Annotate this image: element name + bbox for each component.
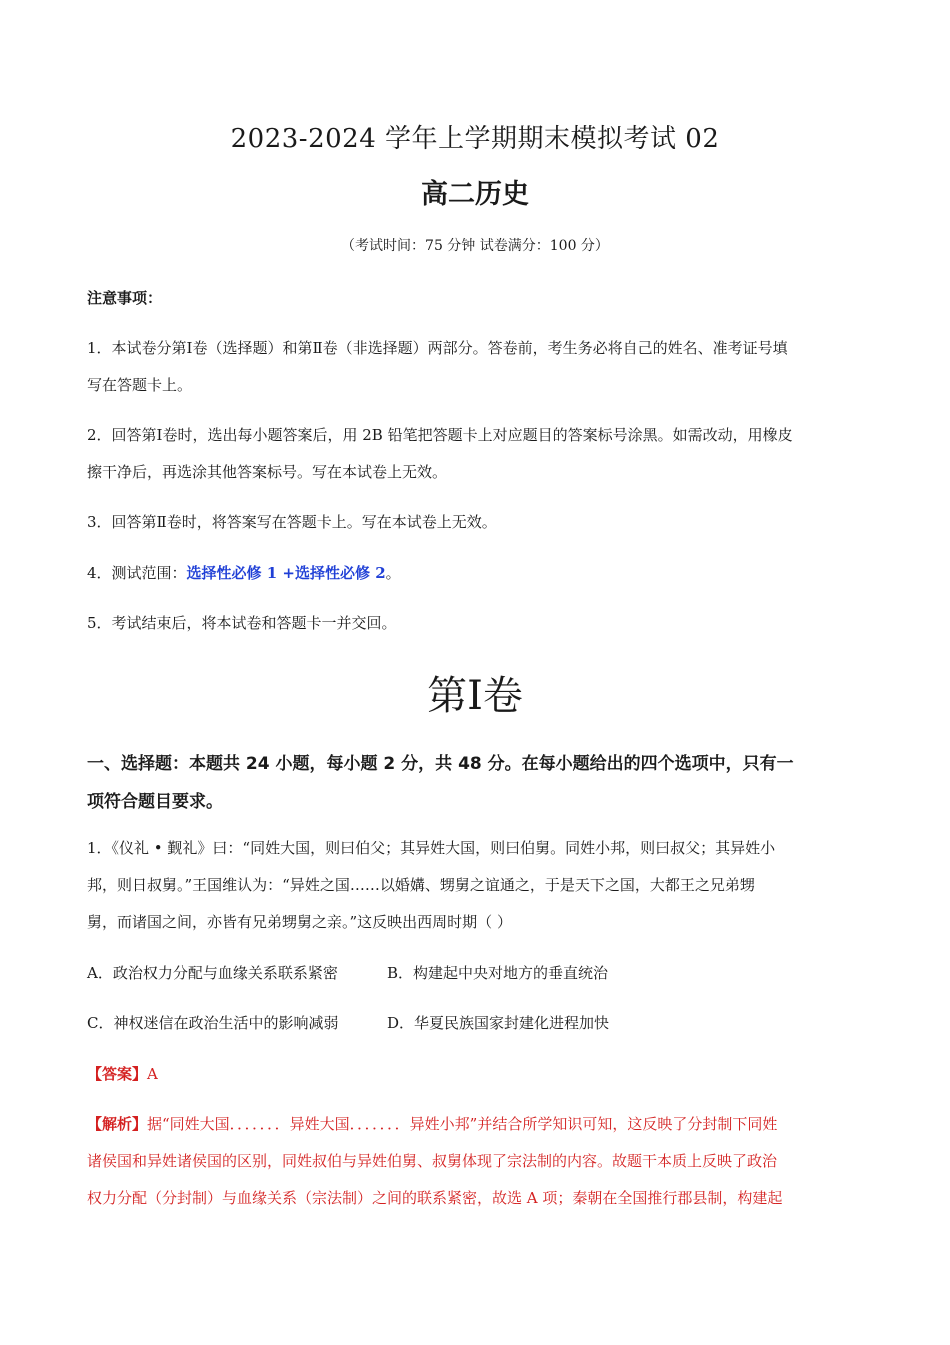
option-a: A．政治权力分配与血缘关系联系紧密 [87,964,338,982]
exam-title: 2023-2024 学年上学期期末模拟考试 02 [230,124,720,154]
note-2-line-1: 2．回答第Ⅰ卷时，选出每小题答案后，用 2B 铅笔把答题卡上对应题目的答案标号涂黑。如需改动，用橡皮 [87,426,793,444]
section-1-line-1: 一、选择题：本题共 24 小题，每小题 2 分，共 48 分。在每小题给出的四个选项中，只有一 [87,754,794,774]
note-2-line-2: 擦干净后，再选涂其他答案标号。写在本试卷上无效。 [87,463,448,481]
analysis-text-1: 据“同姓大国．．．．．．．异姓大国．．．．．．．异姓小邦”并结合所学知识可知，这反映了分封制下同姓 [147,1115,778,1133]
exam-meta: （考试时间：75 分钟 试卷满分：100 分） [341,238,609,254]
analysis-line-1 [87,1113,865,1134]
answer-label: 【答案】 [87,1065,148,1083]
analysis-line-3: 权力分配（分封制）与血缘关系（宗法制）之间的联系紧密，故选 A 项；秦朝在全国推行郡县制，构建起 [87,1189,783,1207]
analysis-line-2: 诸侯国和异姓诸侯国的区别，同姓叔伯与异姓伯舅、叔舅体现了宗法制的内容。故题干本质上反映了政治 [87,1152,778,1170]
note-4-scope: 选择性必修 1 +选择性必修 2 [186,564,386,582]
analysis-label: 【解析】 [87,1115,148,1133]
note-3: 3．回答第Ⅱ卷时，将答案写在答题卡上。写在本试卷上无效。 [87,513,497,531]
volume-heading: 第Ⅰ卷 [427,673,523,719]
question-1-line-1: 1．《仪礼 • 觐礼》曰：“同姓大国，则曰伯父；其异姓大国，则曰伯舅。同姓小邦，则曰叔父；其异姓小 [87,839,776,857]
option-c: C．神权迷信在政治生活中的影响减弱 [87,1014,339,1032]
question-1-line-3: 舅，而诸国之间，亦皆有兄弟甥舅之亲。”这反映出西周时期（ ） [87,913,512,931]
note-5: 5．考试结束后，将本试卷和答题卡一并交回。 [87,614,397,632]
answer-value: A [147,1065,158,1083]
section-1-line-2: 项符合题目要求。 [87,792,223,812]
option-b: B．构建起中央对地方的垂直统治 [387,964,609,982]
option-d: D．华夏民族国家封建化进程加快 [387,1014,610,1032]
exam-subject: 高二历史 [421,179,529,210]
note-4-prefix: 4．测试范围： [87,564,187,582]
note-4-suffix: 。 [385,564,401,582]
note-1-line-2: 写在答题卡上。 [87,376,193,394]
notes-heading: 注意事项： [87,289,163,307]
note-4 [87,562,865,583]
answer [87,1063,865,1084]
question-1-line-2: 邦，则日叔舅。”王国维认为：“异姓之国……以婚媾、甥舅之谊通之，于是天下之国，大都王之兄弟甥 [87,876,755,894]
note-1-line-1: 1．本试卷分第Ⅰ卷（选择题）和第Ⅱ卷（非选择题）两部分。答卷前，考生务必将自己的姓名、准考证号填 [87,339,788,357]
